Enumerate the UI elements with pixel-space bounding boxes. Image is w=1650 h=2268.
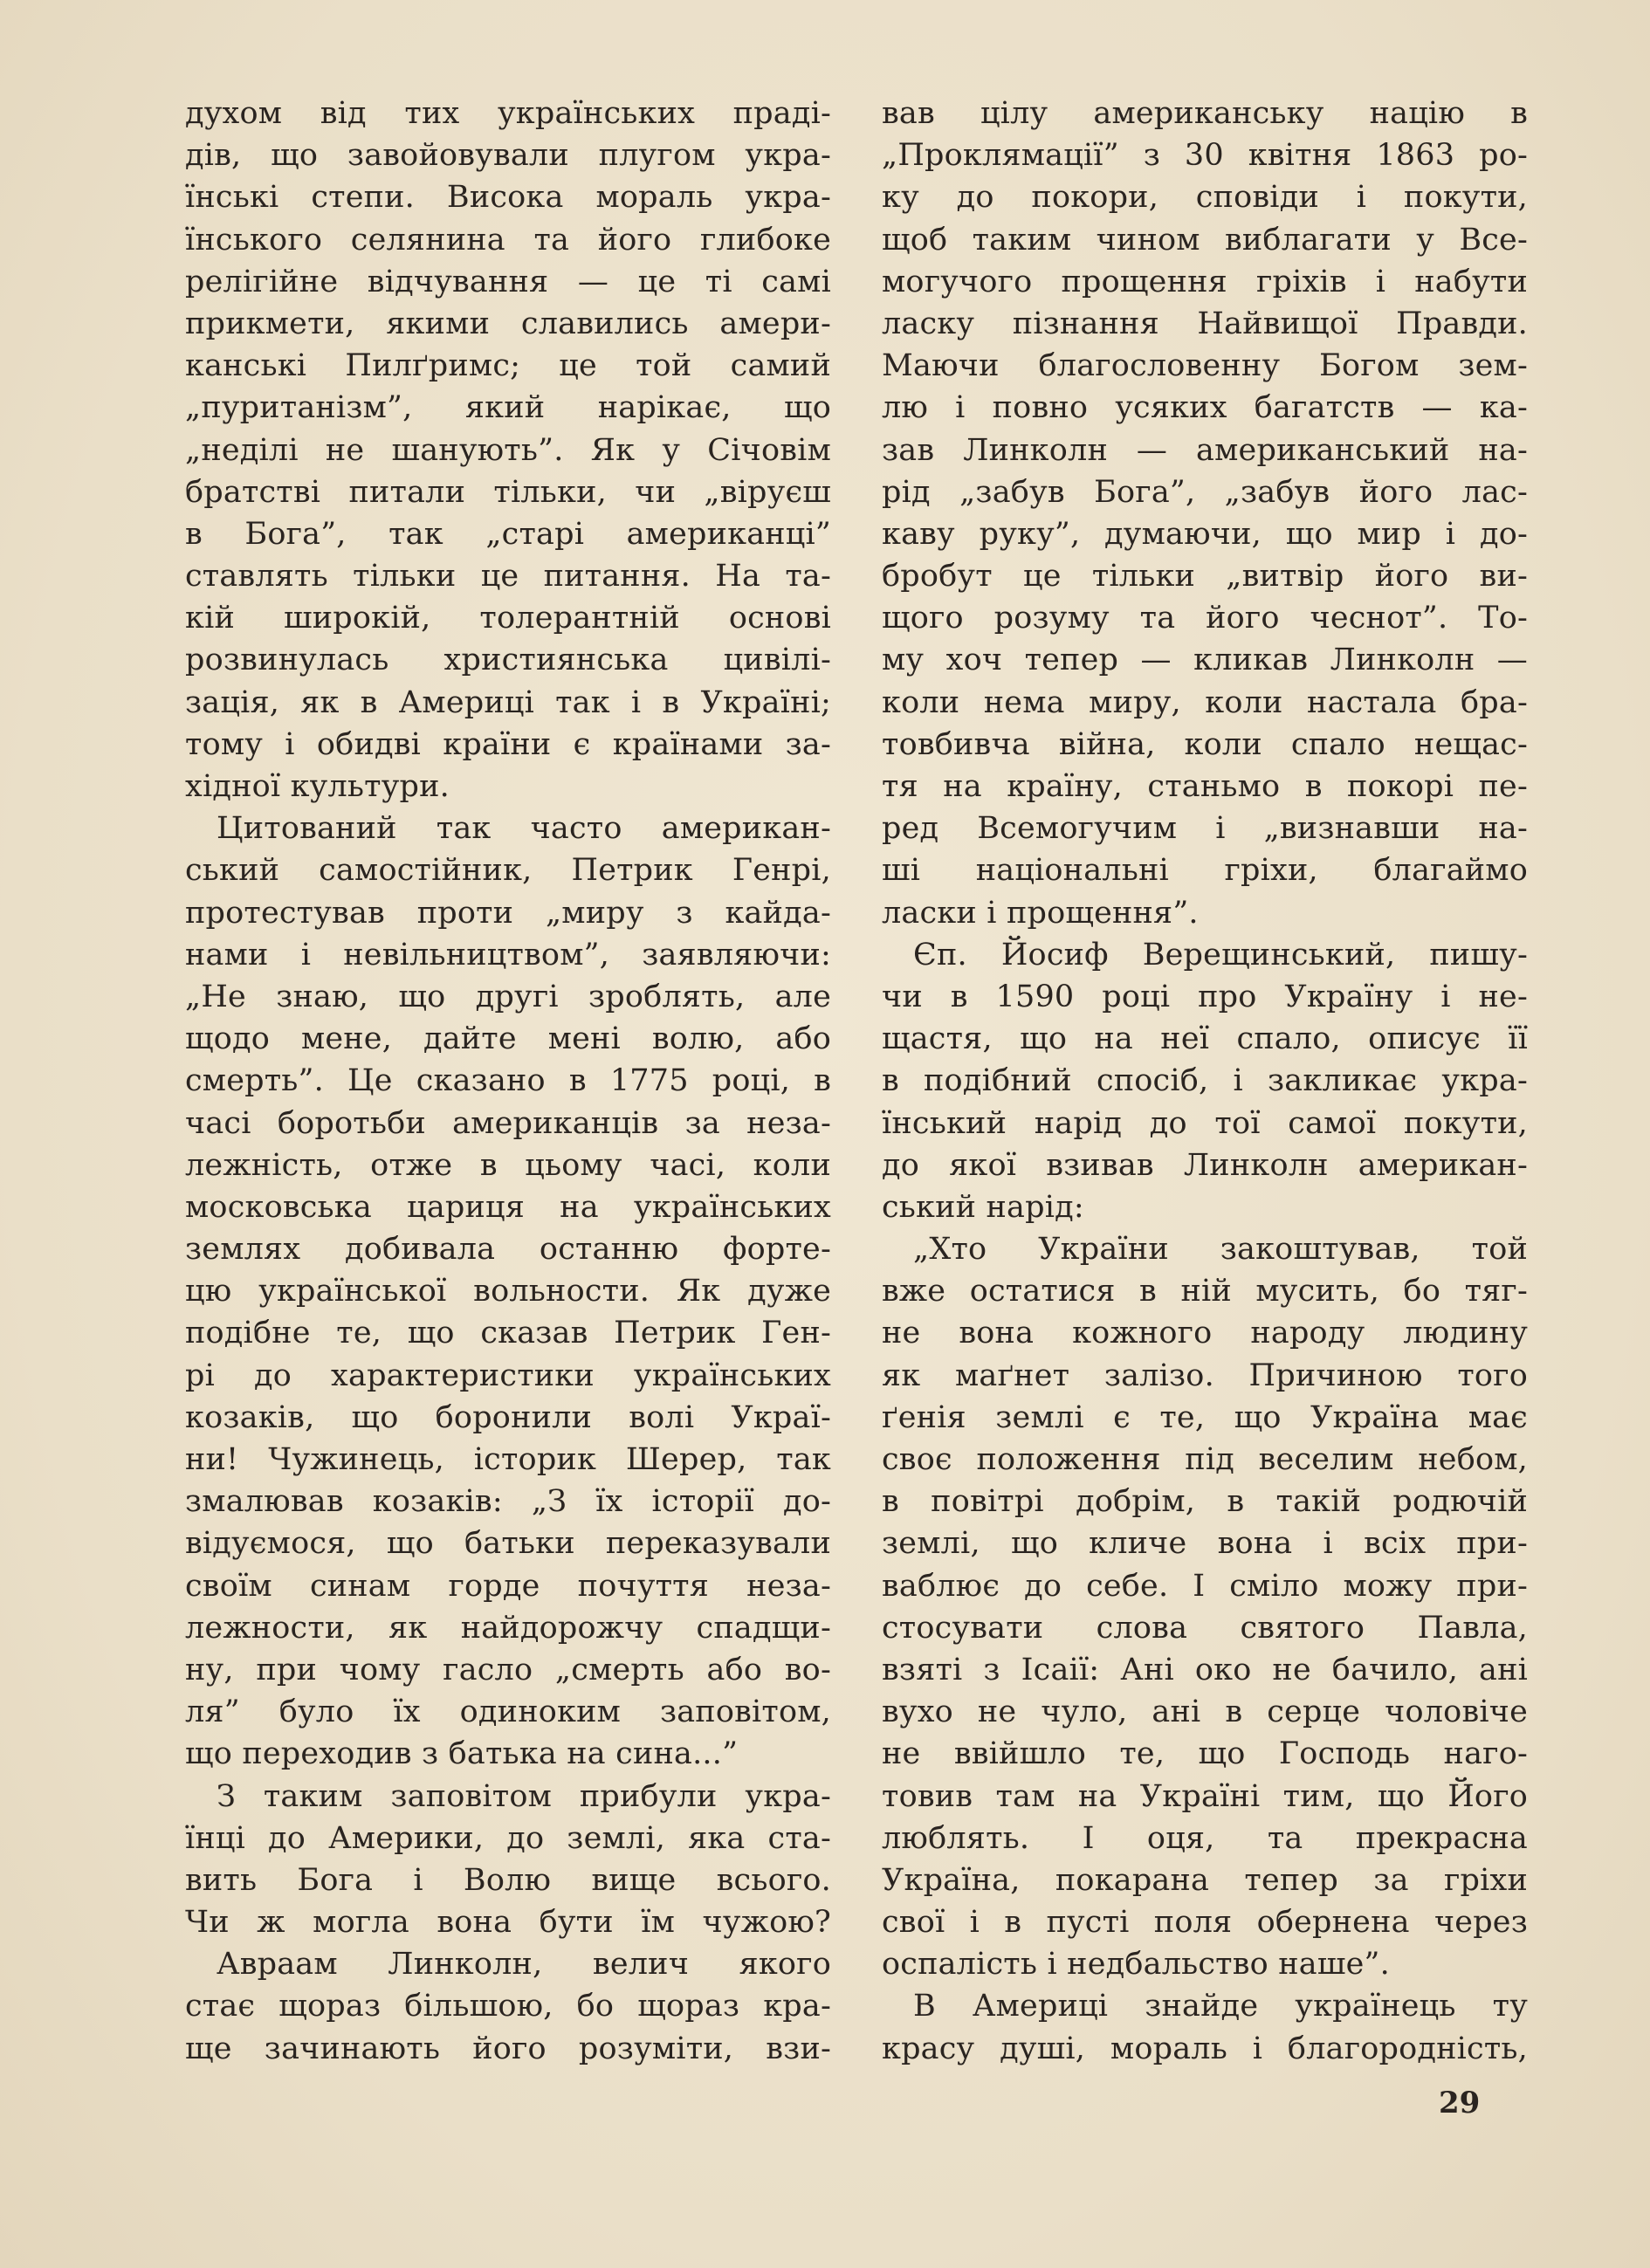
text-line: В Америці знайде українець ту xyxy=(913,1989,1528,2024)
text-line: лежність, отже в цьому часі, коли xyxy=(185,1147,831,1183)
text-line: зація, як в Америці так і в Україні; xyxy=(185,684,831,720)
text-line: подібне те, що сказав Петрик Ген- xyxy=(185,1316,831,1351)
text-line: ґенія землі є те, що Україна має xyxy=(882,1399,1528,1435)
text-line: протестував проти „миру з кайда- xyxy=(185,895,831,931)
text-line: товбивча війна, коли спало нещас- xyxy=(882,726,1528,762)
text-line: „Не знаю, що другі зроблять, але xyxy=(185,979,831,1014)
text-line: щоб таким чином виблагати у Все- xyxy=(882,222,1528,258)
text-line: лю і повно усяких багатств — ка- xyxy=(882,390,1528,426)
text-line: вухо не чуло, ані в серце чоловіче xyxy=(882,1694,1528,1730)
text-line: рід „забув Бога”, „забув його лас- xyxy=(882,474,1528,510)
text-line: З таким заповітом прибули укра- xyxy=(217,1778,831,1814)
text-line: чи в 1590 році про Україну і не- xyxy=(882,979,1528,1014)
text-line: тому і обидві країни є країнами за- xyxy=(185,726,831,762)
text-line: ставлять тільки це питання. На та- xyxy=(185,559,831,594)
text-line: каву руку”, думаючи, що мир і до- xyxy=(882,516,1528,552)
text-line: духом від тих українських праді- xyxy=(185,96,831,131)
text-line: ський нарід: xyxy=(882,1189,1084,1225)
text-line: „неділі не шанують”. Як у Січовім xyxy=(185,432,831,468)
text-line: Чи ж могла вона бути їм чужою? xyxy=(185,1905,831,1941)
text-line: Україна, покарана тепер за гріхи xyxy=(882,1862,1528,1898)
text-line: відуємося, що батьки переказували xyxy=(185,1526,831,1562)
text-line: „пуританізм”, який нарікає, що xyxy=(185,390,831,426)
text-line: що переходив з батька на сина...” xyxy=(185,1736,739,1772)
text-line: московська цариця на українських xyxy=(185,1189,831,1225)
text-line: стосувати слова святого Павла, xyxy=(882,1610,1528,1646)
left-column xyxy=(185,93,831,2070)
text-line: своїм синам горде почуття неза- xyxy=(185,1568,831,1604)
text-line: Маючи благословенну Богом зем- xyxy=(882,348,1528,384)
text-line: їнського селянина та його глибоке xyxy=(185,222,831,258)
text-line: „Хто України закоштував, той xyxy=(913,1232,1528,1268)
text-line: нами і невільництвом”, заявляючи: xyxy=(185,937,831,972)
text-line: часі боротьби американців за неза- xyxy=(185,1105,831,1141)
text-line: зав Линколн — американський на- xyxy=(882,432,1528,468)
text-line: дів, що завойовували плугом укра- xyxy=(185,138,831,174)
text-line: стає щораз більшою, бо щораз кра- xyxy=(185,1989,831,2024)
text-line: взяті з Ісаії: Ані око не бачило, ані xyxy=(882,1652,1528,1687)
text-line: в подібний спосіб, і закликає укра- xyxy=(882,1063,1528,1099)
text-line: товив там на Україні тим, що Його xyxy=(882,1778,1528,1814)
text-line: цю української вольности. Як дуже xyxy=(185,1274,831,1309)
text-line: не вона кожного народу людину xyxy=(882,1316,1528,1351)
text-line: Цитований так часто американ- xyxy=(217,811,831,847)
text-line: канські Пилґримс; це той самий xyxy=(185,348,831,384)
text-line: Авраам Линколн, велич якого xyxy=(217,1947,831,1983)
text-line: ші національні гріхи, благаймо xyxy=(882,853,1528,889)
text-line: землях добивала останню форте- xyxy=(185,1232,831,1268)
text-line: щастя, що на неї спало, описує її xyxy=(882,1021,1528,1057)
text-line: вже остатися в ній мусить, бо тяг- xyxy=(882,1274,1528,1309)
text-line: хідної культури. xyxy=(185,769,450,804)
text-line: вав цілу американську націю в xyxy=(882,96,1528,131)
page-number: 29 xyxy=(1439,2086,1481,2120)
text-line: му хоч тепер — кликав Линколн — xyxy=(882,643,1528,678)
text-line: бробут це тільки „витвір його ви- xyxy=(882,559,1528,594)
text-line: прикмети, якими славились амери- xyxy=(185,306,831,341)
text-line: вить Бога і Волю вище всього. xyxy=(185,1862,831,1898)
text-line: як маґнет залізо. Причиною того xyxy=(882,1357,1528,1393)
text-line: їнські степи. Висока мораль укра- xyxy=(185,180,831,216)
text-line: ський самостійник, Петрик Генрі, xyxy=(185,853,831,889)
text-line: ку до покори, сповіди і покути, xyxy=(882,180,1528,216)
text-line: Єп. Йосиф Верещинський, пишу- xyxy=(913,937,1528,972)
text-line: красу душі, мораль і благородність, xyxy=(882,2031,1528,2066)
text-line: тя на країну, станьмо в покорі пе- xyxy=(882,769,1528,804)
text-line: своє положення під веселим небом, xyxy=(882,1442,1528,1477)
text-line: ни! Чужинець, історик Шерер, так xyxy=(185,1442,831,1477)
text-line: ваблює до себе. І сміло можу при- xyxy=(882,1568,1528,1604)
text-line: щого розуму та його чеснот”. То- xyxy=(882,601,1528,636)
text-line: в повітрі добрім, в такій родючій xyxy=(882,1484,1528,1520)
text-line: змалював козаків: „З їх історії до- xyxy=(185,1484,831,1520)
text-line: їнський нарід до тої самої покути, xyxy=(882,1105,1528,1141)
text-line: ля” було їх одиноким заповітом, xyxy=(185,1694,831,1730)
text-line: розвинулась християнська цивілі- xyxy=(185,643,831,678)
right-column xyxy=(882,93,1528,2070)
text-line: „Проклямації” з 30 квітня 1863 ро- xyxy=(882,138,1528,174)
text-line: свої і в пусті поля обернена через xyxy=(882,1905,1528,1941)
text-line: до якої взивав Линколн американ- xyxy=(882,1147,1528,1183)
text-line: смерть”. Це сказано в 1775 році, в xyxy=(185,1063,831,1099)
text-line: ласки і прощення”. xyxy=(882,895,1199,931)
text-line: щодо мене, дайте мені волю, або xyxy=(185,1021,831,1057)
text-line: оспалість і недбальство наше”. xyxy=(882,1947,1390,1983)
text-line: люблять. І оця, та прекрасна xyxy=(882,1820,1528,1856)
text-line: рі до характеристики українських xyxy=(185,1357,831,1393)
text-line: козаків, що боронили волі Украї- xyxy=(185,1399,831,1435)
text-line: коли нема миру, коли настала бра- xyxy=(882,684,1528,720)
text-line: лежности, як найдорожчу спадщи- xyxy=(185,1610,831,1646)
text-line: могучого прощення гріхів і набути xyxy=(882,264,1528,299)
text-line: землі, що кличе вона і всіх при- xyxy=(882,1526,1528,1562)
text-line: релігійне відчування — це ті самі xyxy=(185,264,831,299)
text-line: ну, при чому гасло „смерть або во- xyxy=(185,1652,831,1687)
text-line: кій широкій, толерантній основі xyxy=(185,601,831,636)
text-line: ще зачинають його розуміти, взи- xyxy=(185,2031,831,2066)
text-line: ред Всемогучим і „визнавши на- xyxy=(882,811,1528,847)
text-line: їнці до Америки, до землі, яка ста- xyxy=(185,1820,831,1856)
text-line: братстві питали тільки, чи „віруєш xyxy=(185,474,831,510)
text-line: не ввійшло те, що Господь наго- xyxy=(882,1736,1528,1772)
text-line: в Бога”, так „старі американці” xyxy=(185,516,831,552)
text-line: ласку пізнання Найвищої Правди. xyxy=(882,306,1528,341)
